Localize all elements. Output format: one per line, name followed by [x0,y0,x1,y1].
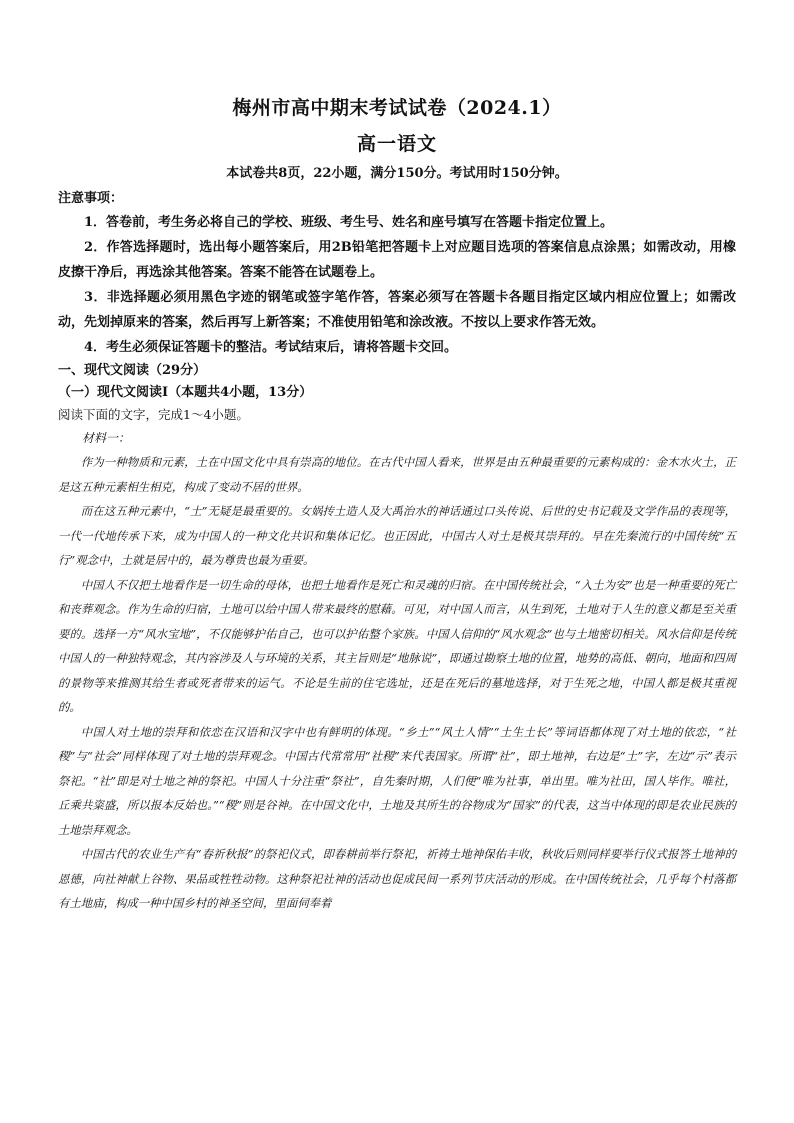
note-item: 4．考生必须保证答题卡的整洁。考试结束后，请将答题卡交回。 [84,340,458,355]
subject-title: 高一语文 [356,133,437,155]
passage-paragraph: 中国人不仅把土地看作是一切生命的母体，也把土地看作是死亡和灵魂的归宿。在中国传统社会，“入土为安”也是一种重要的死亡和丧葬观念。作为生命的归宿，土地可以给中国人带来最终的慰藉。可见，对中国人而言，从生到死，土地对于人生的意义都是至关重要的。选择一方“风水宝地”，不仅能够护佑自己，也可以护佑整个家族。中国人信仰的“风水观念”也与土地密切相关。风水信仰是传统中国人的一种独特观念，其内容涉及人与环境的关系，其主旨则是“地脉说”，即通过勘察土地的位置，地势的高低、朝向，地面和四周的景物等来推测其给生者或死者带来的运气。不论是生前的住宅选址，还是在死后的墓地选择，对于生死之地，中国人都是极其重视的。 [58,577,736,714]
passage-paragraph: 作为一种物质和元素，土在中国文化中具有崇高的地位。在古代中国人看来，世界是由五种最重要的元素构成的：金木水火土，正是这五种元素相生相克，构成了变动不居的世界。 [58,455,736,494]
section-heading: 一、现代文阅读（29分） [58,363,207,378]
passage-paragraph: 中国人对土地的崇拜和依恋在汉语和汉字中也有鲜明的体现。“乡土”“风土人情”“土生土长”等词语都体现了对土地的依恋，“社稷”与“社会”同样体现了对土地的崇拜观念。中国古代常常用“社稷”来代表国家。所谓“社”，即土地神，右边是“土”字，左边“示”表示祭祀。“社”即是对土地之神的祭祀。中国人十分注重“祭社”，自先秦时期，人们便“唯为社事，单出里。唯为社田，国人毕作。唯社，丘乘共粢盛，所以报本反始也。”“稷”则是谷神。在中国文化中，土地及其所生的谷物成为“国家”的代表，这当中体现的即是农业民族的土地崇拜观念。 [58,724,736,837]
section-subheading: （一）现代文阅读Ⅰ（本题共4小题，13分） [58,385,313,400]
note-item: 2．作答选择题时，选出每小题答案后，用2B铅笔把答题卡上对应题目选项的答案信息点涂黑；如需改动，用橡皮擦干净后，再选涂其他答案。答案不能答在试题卷上。 [58,240,736,280]
note-item: 1．答卷前，考生务必将自己的学校、班级、考生号、姓名和座号填写在答题卡指定位置上。 [84,215,614,230]
note-item: 3．非选择题必须用黑色字迹的钢笔或签字笔作答，答案必须写在答题卡各题目指定区域内相应位置上；如需改动，先划掉原来的答案，然后再写上新答案；不准使用铅笔和涂改液。不按以上要求作答无效。 [58,290,736,330]
reading-instruction: 阅读下面的文字，完成1～4小题。 [58,407,249,422]
material-label: 材料一： [82,431,131,445]
notes-heading: 注意事项： [58,191,124,206]
passage-paragraph: 而在这五种元素中，“土”无疑是最重要的。女娲抟土造人及大禹治水的神话通过口头传说、后世的史书记载及文学作品的表现等，一代一代地传承下来，成为中国人的一种文化共识和集体记忆。也正因此，中国古人对土是极其崇拜的。早在先秦流行的中国传统“五行”观念中，土就是居中的，最为尊贵也最为重要。 [58,504,736,567]
page-title: 梅州市高中期末考试试卷（2024.1） [232,97,562,119]
exam-meta: 本试卷共8页，22小题，满分150分。考试用时150分钟。 [226,166,568,181]
passage-paragraph: 中国古代的农业生产有“春祈秋报”的祭祀仪式，即春耕前举行祭祀，祈祷土地神保佑丰收，秋收后则同样要举行仪式报答土地神的恩德，向社神献上谷物、果品或牲牲动物。这种祭祀社神的活动也促成民间一系列节庆活动的形成。在中国传统社会，几乎每个村落都有土地庙，构成一种中国乡村的神圣空间，里面伺奉着 [58,847,736,910]
